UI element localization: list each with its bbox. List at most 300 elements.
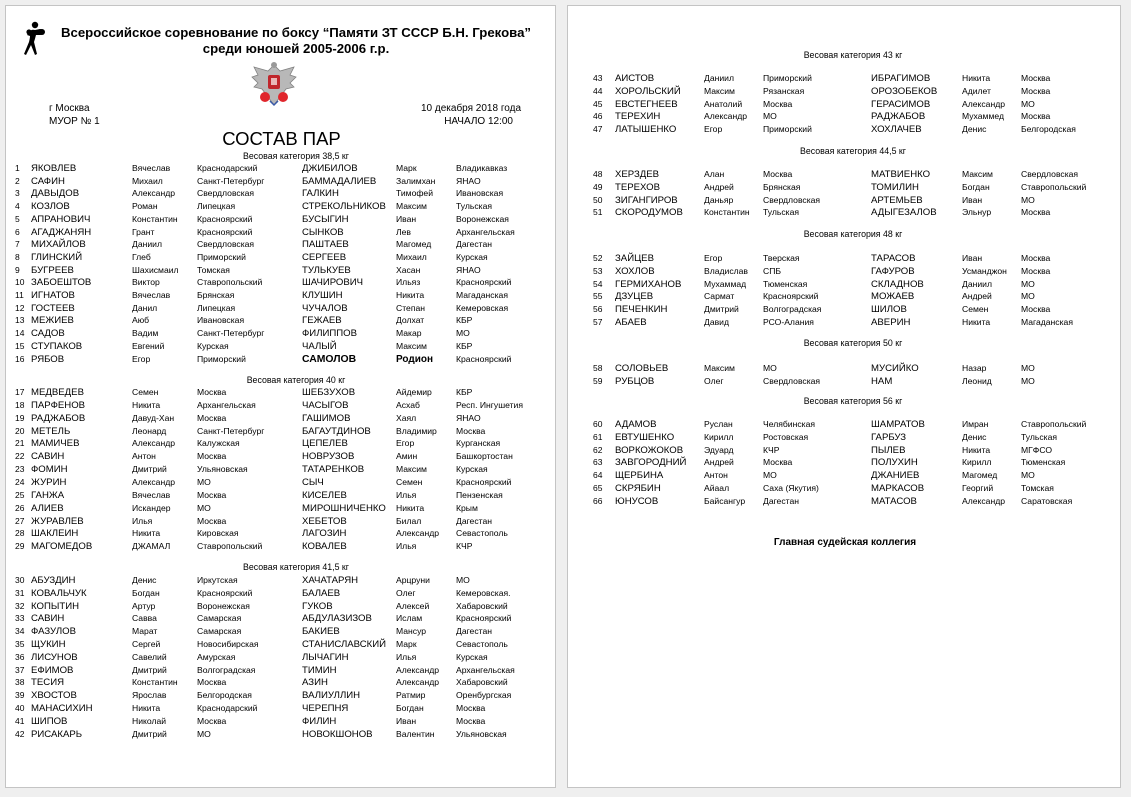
bout-number: 66	[593, 495, 603, 506]
bout-number: 50	[593, 194, 603, 205]
bout-row	[6, 290, 546, 303]
blue-corner-surname: ЛАГОЗИН	[302, 528, 347, 540]
bout-row	[568, 304, 1108, 317]
bout-row	[568, 445, 1108, 458]
red-corner-surname: АДАМОВ	[615, 419, 657, 430]
bout-number: 65	[593, 483, 603, 493]
blue-corner-region: КБР	[456, 315, 473, 326]
bout-number: 29	[15, 541, 25, 552]
red-corner-region: Москва	[197, 412, 227, 423]
red-corner-name: Антон	[704, 470, 728, 481]
red-corner-name: Олег	[704, 375, 724, 386]
weight-category-heading: Весовая категория 50 кг	[803, 338, 903, 348]
blue-corner-name: Никита	[962, 444, 991, 455]
red-corner-region: Москва	[763, 98, 793, 109]
red-corner-surname: ЖУРАВЛЕВ	[31, 515, 84, 527]
red-corner-surname: ВОРКОЖОКОВ	[615, 444, 684, 456]
blue-corner-region: Москва	[456, 703, 486, 713]
blue-corner-name: Валентин	[396, 728, 435, 739]
bout-row	[568, 279, 1108, 292]
red-corner-region: МО	[763, 470, 777, 481]
red-corner-name: Грант	[132, 226, 155, 237]
blue-corner-region: КБР	[456, 340, 473, 351]
red-corner-name: Денис	[132, 575, 157, 585]
blue-corner-region: Севастополь	[456, 528, 508, 539]
blue-corner-name: Георгий	[962, 483, 994, 493]
blue-corner-surname: ТАТАРЕНКОВ	[302, 464, 365, 476]
red-corner-surname: ТЕРЕХИН	[615, 111, 661, 123]
bout-number: 32	[15, 600, 25, 611]
blue-corner-region: Красноярский	[456, 277, 512, 288]
red-corner-region: Тульская	[763, 207, 800, 218]
blue-corner-name: Алексей	[396, 600, 430, 611]
red-corner-surname: МИХАЙЛОВ	[31, 239, 86, 251]
bout-number: 62	[593, 444, 603, 455]
red-corner-name: Максим	[704, 85, 735, 96]
bout-row	[6, 201, 546, 214]
red-corner-region: Брянская	[763, 181, 801, 192]
red-corner-name: Марат	[132, 626, 158, 637]
red-corner-region: МО	[763, 363, 777, 373]
blue-corner-name: Никита	[396, 290, 425, 300]
blue-corner-region: Томская	[1021, 483, 1054, 493]
red-corner-region: Тюменская	[763, 278, 808, 289]
blue-corner-name: Асхаб	[396, 399, 420, 410]
red-corner-region: Липецкая	[197, 302, 236, 313]
red-corner-region: Волгоградская	[197, 664, 256, 675]
red-corner-name: Дмитрий	[132, 464, 167, 475]
red-corner-surname: ГАНЖА	[31, 489, 65, 501]
red-corner-name: Александр	[132, 438, 175, 449]
bout-number: 49	[593, 181, 603, 192]
weight-category-heading: Весовая категория 40 кг	[246, 375, 346, 385]
red-corner-surname: КОВАЛЬЧУК	[31, 587, 87, 599]
blue-corner-surname: НОВРУЗОВ	[302, 451, 355, 463]
blue-corner-region: Пензенская	[456, 489, 503, 500]
blue-corner-region: Магаданская	[456, 290, 508, 300]
bout-row	[6, 626, 546, 639]
red-corner-name: Семен	[132, 387, 159, 397]
red-corner-surname: ГЕРМИХАНОВ	[615, 278, 682, 290]
competition-title: Всероссийское соревнование по боксу “Памяти ЗТ СССР Б.Н. Грекова”	[60, 25, 531, 40]
blue-corner-name: Богдан	[396, 703, 424, 713]
red-corner-name: Егор	[704, 124, 723, 135]
bout-row	[6, 227, 546, 240]
blue-corner-region: Тюменская	[1021, 457, 1066, 468]
blue-corner-region: МО	[1021, 470, 1035, 481]
blue-corner-region: Архангельская	[456, 664, 515, 675]
blue-corner-name: Илья	[396, 651, 417, 662]
blue-corner-region: Курганская	[456, 438, 501, 449]
red-corner-name: Савва	[132, 613, 157, 624]
blue-corner-surname: СТАНИСЛАВСКИЙ	[302, 639, 387, 650]
bout-number: 22	[15, 451, 25, 462]
blue-corner-region: Дагестан	[456, 239, 492, 250]
red-corner-surname: ЩУКИН	[31, 639, 66, 650]
red-corner-region: Краснодарский	[197, 163, 258, 173]
red-corner-surname: РАДЖАБОВ	[31, 412, 86, 424]
blue-corner-surname: ПЫЛЕВ	[871, 444, 906, 456]
red-corner-surname: ХОХЛОВ	[615, 265, 655, 277]
bout-number: 38	[15, 677, 25, 688]
blue-corner-region: Воронежская	[456, 213, 509, 224]
red-corner-region: Ульяновская	[197, 464, 248, 475]
bout-row	[6, 528, 546, 541]
red-corner-region: Белгородская	[197, 690, 252, 701]
bout-number: 51	[593, 207, 603, 218]
blue-corner-surname: ВАЛИУЛЛИН	[302, 690, 361, 702]
bout-number: 61	[593, 431, 603, 442]
bout-row	[568, 317, 1108, 330]
blue-corner-name: Максим	[396, 340, 427, 351]
red-corner-region: Красноярский	[197, 213, 253, 224]
bout-number: 21	[15, 438, 25, 449]
red-corner-name: Владислав	[704, 265, 748, 276]
red-corner-surname: ДЗУЦЕВ	[615, 291, 654, 303]
blue-corner-name: Долхат	[396, 315, 425, 326]
red-corner-name: Даньяр	[704, 194, 734, 205]
blue-corner-surname: ДЖАНИЕВ	[871, 470, 920, 482]
red-corner-surname: АИСТОВ	[615, 73, 655, 84]
blue-corner-name: Илья	[396, 489, 417, 500]
blue-corner-surname: ДЖИБИЛОВ	[302, 163, 358, 174]
red-corner-region: МО	[197, 502, 211, 513]
blue-corner-region: Респ. Ингушетия	[456, 399, 523, 410]
red-corner-surname: КОПЫТИН	[31, 600, 80, 612]
bout-number: 54	[593, 278, 603, 289]
bout-row	[6, 703, 546, 716]
bout-row	[568, 432, 1108, 445]
bout-number: 10	[15, 277, 25, 288]
red-corner-region: Самарская	[197, 613, 242, 624]
bout-number: 47	[593, 124, 603, 135]
bout-number: 15	[15, 340, 25, 351]
blue-corner-surname: РАДЖАБОВ	[871, 111, 926, 123]
blue-corner-name: Мансур	[396, 626, 427, 637]
weight-category-heading: Весовая категория 44,5 кг	[800, 146, 906, 156]
bout-row	[6, 252, 546, 265]
blue-corner-surname: БАММАДАЛИЕВ	[302, 175, 377, 187]
blue-corner-name: Семен	[396, 476, 423, 487]
bout-row	[568, 470, 1108, 483]
red-corner-name: Николай	[132, 715, 167, 726]
blue-corner-surname: ЛЫЧАГИН	[302, 651, 349, 663]
blue-corner-name: Ислам	[396, 613, 423, 624]
city-label: г Москва	[49, 103, 90, 114]
blue-corner-surname: СЕРГЕЕВ	[302, 251, 347, 263]
red-corner-surname: ШАКЛЕИН	[31, 528, 79, 540]
red-corner-name: Давид	[704, 317, 729, 327]
document-page-2	[567, 5, 1121, 788]
red-corner-region: Ставропольский	[197, 541, 263, 552]
bout-row	[568, 419, 1108, 432]
bout-number: 3	[15, 188, 20, 199]
red-corner-region: Красноярский	[197, 226, 253, 237]
blue-corner-surname: СЫЧ	[302, 476, 324, 488]
bout-row	[568, 266, 1108, 279]
bout-number: 43	[593, 73, 603, 83]
blue-corner-name: Арцруни	[396, 575, 430, 585]
blue-corner-surname: МУСИЙКО	[871, 363, 919, 374]
blue-corner-surname: ГУКОВ	[302, 600, 333, 612]
blue-corner-region: Ивановская	[456, 188, 504, 199]
blue-corner-surname: ГАФУРОВ	[871, 265, 915, 277]
bout-row	[6, 601, 546, 614]
red-corner-surname: ЕВСТЕГНЕЕВ	[615, 98, 678, 110]
red-corner-surname: ЗАВГОРОДНИЙ	[615, 457, 687, 469]
blue-corner-region: МГФСО	[1021, 444, 1053, 455]
bout-number: 20	[15, 425, 25, 436]
blue-corner-surname: ШЕБЗУХОВ	[302, 387, 356, 398]
bout-number: 45	[593, 98, 603, 109]
blue-corner-name: Александр	[396, 677, 439, 688]
red-corner-region: Брянская	[197, 290, 235, 300]
bout-number: 41	[15, 715, 25, 726]
red-corner-surname: ШИПОВ	[31, 715, 68, 727]
blue-corner-surname: БАГАУТДИНОВ	[302, 425, 371, 437]
red-corner-surname: ПАРФЕНОВ	[31, 399, 86, 411]
red-corner-surname: ДАВЫДОВ	[31, 188, 80, 200]
blue-corner-surname: ФИЛИППОВ	[302, 328, 358, 340]
boxer-icon	[22, 20, 48, 58]
red-corner-name: Вячеслав	[132, 489, 171, 500]
red-corner-name: Богдан	[132, 587, 160, 598]
bout-row	[6, 690, 546, 703]
bout-number: 25	[15, 489, 25, 500]
red-corner-region: Архангельская	[197, 399, 256, 410]
blue-corner-region: Хабаровский	[456, 677, 508, 688]
red-corner-surname: ПЕЧЕНКИН	[615, 304, 668, 316]
red-corner-surname: РУБЦОВ	[615, 375, 655, 387]
bout-row	[6, 239, 546, 252]
blue-corner-region: Москва	[1021, 207, 1051, 218]
red-corner-region: Волгоградская	[763, 304, 822, 315]
bout-row	[568, 169, 1108, 182]
red-corner-region: Приморский	[763, 73, 812, 83]
bout-number: 40	[15, 703, 25, 713]
red-corner-surname: АБУЗДИН	[31, 575, 76, 586]
red-corner-name: Руслан	[704, 419, 733, 429]
red-corner-region: МО	[197, 476, 211, 487]
red-corner-name: Сармат	[704, 291, 735, 302]
blue-corner-name: Владимир	[396, 425, 437, 436]
red-corner-name: Дмитрий	[704, 304, 739, 315]
blue-corner-name: Михаил	[396, 251, 427, 262]
red-corner-region: Москва	[197, 489, 227, 500]
blue-corner-region: Дагестан	[456, 626, 492, 637]
blue-corner-region: Москва	[1021, 85, 1051, 96]
blue-corner-region: Курская	[456, 251, 488, 262]
red-corner-name: Константин	[132, 213, 178, 224]
blue-corner-region: Тульская	[456, 201, 493, 212]
blue-corner-region: МО	[1021, 98, 1035, 109]
blue-corner-surname: ТУЛЬКУЕВ	[302, 264, 351, 276]
bout-number: 11	[15, 290, 24, 300]
red-corner-name: Данил	[132, 302, 158, 313]
bout-number: 44	[593, 85, 603, 96]
blue-corner-surname: ПАШТАЕВ	[302, 239, 349, 251]
bout-row	[568, 207, 1108, 220]
blue-corner-name: Тимофей	[396, 188, 434, 199]
red-corner-region: Москва	[197, 715, 227, 726]
red-corner-surname: САВИН	[31, 613, 65, 625]
red-corner-region: Москва	[197, 677, 227, 688]
bout-number: 37	[15, 664, 25, 675]
red-corner-name: Никита	[132, 703, 161, 713]
blue-corner-region: Москва	[456, 425, 486, 436]
blue-corner-name: Максим	[962, 169, 993, 179]
red-corner-region: Томская	[197, 264, 230, 275]
blue-corner-name: Александр	[962, 98, 1005, 109]
red-corner-surname: ИГНАТОВ	[31, 290, 75, 301]
red-corner-region: Санкт-Петербург	[197, 328, 265, 339]
red-corner-region: СПБ	[763, 265, 782, 276]
blue-corner-surname: ЧАСЫГОВ	[302, 399, 349, 411]
blue-corner-name: Усманджон	[962, 265, 1007, 276]
blue-corner-surname: ХОХЛАЧЕВ	[871, 124, 922, 136]
blue-corner-surname: ХЕБЕТОВ	[302, 515, 347, 527]
red-corner-region: Москва	[763, 457, 793, 468]
blue-corner-name: Александр	[396, 528, 439, 539]
blue-corner-region: Оренбургская	[456, 690, 512, 701]
blue-corner-name: Богдан	[962, 181, 990, 192]
bout-row	[568, 124, 1108, 137]
blue-corner-surname: ГАЛКИН	[302, 188, 339, 200]
red-corner-surname: АБАЕВ	[615, 317, 647, 328]
red-corner-region: Липецкая	[197, 201, 236, 212]
blue-corner-surname: ПОЛУХИН	[871, 457, 918, 469]
red-corner-region: РСО-Алания	[763, 317, 814, 327]
blue-corner-surname: МАТВИЕНКО	[871, 169, 931, 180]
blue-corner-name: Марк	[396, 163, 417, 173]
red-corner-surname: БУГРЕЕВ	[31, 264, 74, 276]
red-corner-surname: СКОРОДУМОВ	[615, 207, 683, 219]
blue-corner-name: Макар	[396, 328, 422, 339]
blue-corner-surname: БАЛАЕВ	[302, 587, 341, 599]
red-corner-surname: САВИН	[31, 451, 65, 463]
bout-number: 58	[593, 363, 603, 373]
blue-corner-region: КБР	[456, 387, 473, 397]
blue-corner-name: Хаял	[396, 412, 417, 423]
red-corner-name: Эдуард	[704, 444, 734, 455]
red-corner-name: Константин	[704, 207, 750, 218]
red-corner-region: Курская	[197, 340, 229, 351]
bout-row	[568, 363, 1108, 376]
red-corner-name: Дмитрий	[132, 664, 167, 675]
red-corner-name: Сергей	[132, 639, 161, 649]
blue-corner-name: Даниил	[962, 278, 992, 289]
bout-row	[568, 86, 1108, 99]
red-corner-region: Санкт-Петербург	[197, 425, 265, 436]
blue-corner-surname: СТРЕКОЛЬНИКОВ	[302, 201, 386, 213]
bout-number: 48	[593, 169, 603, 179]
blue-corner-surname: АБДУЛАЗИЗОВ	[302, 613, 372, 625]
blue-corner-surname: ЦЕПЕЛЕВ	[302, 438, 348, 450]
blue-corner-region: Ставропольский	[1021, 181, 1087, 192]
red-corner-name: Кирилл	[704, 431, 734, 442]
blue-corner-surname: ЧУЧАЛОВ	[302, 302, 348, 314]
blue-corner-name: Иван	[962, 253, 983, 263]
red-corner-name: Ярослав	[132, 690, 167, 701]
blue-corner-surname: ШИЛОВ	[871, 304, 907, 316]
bout-row	[6, 328, 546, 341]
bout-row	[6, 677, 546, 690]
red-corner-surname: ЩЕРБИНА	[615, 470, 664, 482]
blue-corner-surname: ТИМИН	[302, 664, 337, 676]
document-page-1	[5, 5, 556, 788]
red-corner-region: Кировская	[197, 528, 239, 539]
red-corner-surname: ФОМИН	[31, 464, 68, 476]
blue-corner-surname: МАТАСОВ	[871, 495, 917, 507]
blue-corner-region: Магаданская	[1021, 317, 1073, 327]
weight-category-heading: Весовая категория 38,5 кг	[243, 151, 349, 161]
red-corner-name: Байсангур	[704, 495, 746, 506]
red-corner-region: Красноярский	[763, 291, 819, 302]
red-corner-surname: ХВОСТОВ	[31, 690, 77, 702]
blue-corner-region: Москва	[1021, 265, 1051, 276]
red-corner-surname: СКРЯБИН	[615, 483, 661, 494]
red-corner-surname: ЮНУСОВ	[615, 495, 659, 507]
blue-corner-surname: ИБРАГИМОВ	[871, 73, 931, 84]
red-corner-region: Ивановская	[197, 315, 245, 326]
bout-number: 53	[593, 265, 603, 276]
bout-row	[568, 483, 1108, 496]
blue-corner-surname: САМОЛОВ	[302, 353, 357, 365]
bout-row	[6, 665, 546, 678]
bout-number: 36	[15, 651, 25, 662]
red-corner-surname: СТУПАКОВ	[31, 340, 83, 352]
signature-label: Главная судейская коллегия	[773, 537, 917, 548]
red-corner-region: Москва	[763, 169, 793, 179]
blue-corner-region: Ульяновская	[456, 728, 507, 739]
blue-corner-region: Белгородская	[1021, 124, 1076, 135]
red-corner-surname: ХОРОЛЬСКИЙ	[615, 85, 681, 97]
red-corner-surname: МЕЖИЕВ	[31, 315, 74, 327]
blue-corner-region: Москва	[1021, 73, 1051, 83]
bout-number: 46	[593, 111, 603, 122]
bout-row	[568, 457, 1108, 470]
red-corner-region: Санкт-Петербург	[197, 175, 265, 186]
red-corner-region: Москва	[197, 387, 227, 397]
bout-row	[6, 652, 546, 665]
bout-row	[6, 315, 546, 328]
blue-corner-surname: СКЛАДНОВ	[871, 278, 924, 290]
blue-corner-name: Максим	[396, 464, 427, 475]
bout-row	[6, 400, 546, 413]
red-corner-region: Воронежская	[197, 600, 250, 611]
blue-corner-region: Хабаровский	[456, 600, 508, 611]
bout-row	[6, 341, 546, 354]
blue-corner-region: Севастополь	[456, 639, 508, 649]
blue-corner-region: Москва	[1021, 111, 1051, 122]
red-corner-name: Виктор	[132, 277, 160, 288]
blue-corner-name: Амин	[396, 451, 418, 462]
red-corner-surname: ХЕРЗДЕВ	[615, 169, 660, 180]
red-corner-surname: МАГОМЕДОВ	[31, 541, 93, 553]
red-corner-region: Тверская	[763, 253, 800, 263]
blue-corner-region: КЧР	[456, 541, 473, 552]
red-corner-name: Айаал	[704, 483, 730, 493]
bout-row	[6, 541, 546, 554]
red-corner-name: Илья	[132, 515, 153, 526]
blue-corner-region: ЯНАО	[456, 175, 481, 186]
blue-corner-region: Москва	[456, 715, 486, 726]
blue-corner-surname: ОРОЗОБЕКОВ	[871, 85, 938, 97]
red-corner-name: Александр	[132, 188, 175, 199]
bout-number: 31	[15, 587, 25, 598]
weight-category-heading: Весовая категория 41,5 кг	[243, 562, 349, 572]
weight-category-heading: Весовая категория 43 кг	[803, 50, 903, 60]
